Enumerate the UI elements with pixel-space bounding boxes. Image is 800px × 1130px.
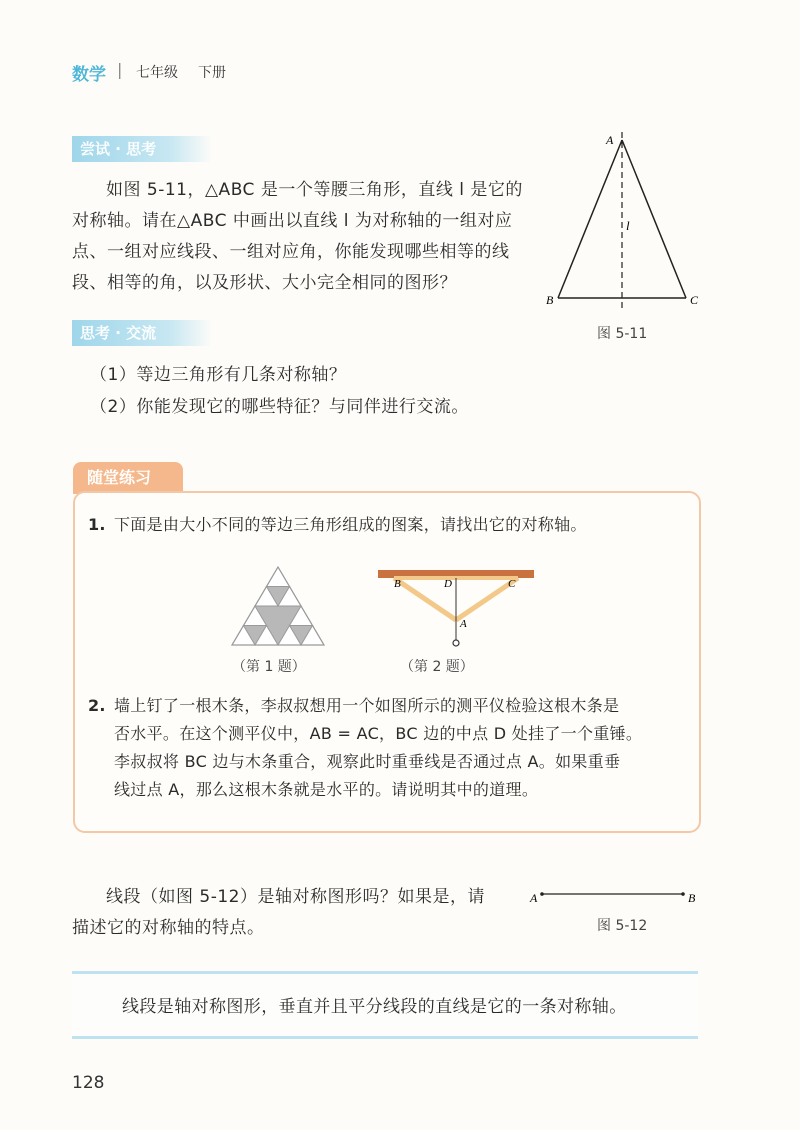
subject-title: 数学 [72, 65, 106, 85]
try-think-tag: 尝试 · 思考 [72, 136, 212, 162]
page-number: 128 [72, 1073, 105, 1093]
triangle-pattern-figure [228, 565, 328, 649]
exercise-2-line-3: 李叔叔将 BC 边与木条重合，观察此时重垂线是否通过点 A。如果重垂 [114, 752, 621, 771]
try-think-text [72, 175, 542, 299]
label-b: B [688, 891, 696, 905]
practice-tag: 随堂练习 [73, 462, 183, 494]
label-a: A [606, 133, 614, 147]
exercise-2-line-1: 墙上钉了一根木条，李叔叔想用一个如图所示的测平仪检验这根木条是 [114, 696, 620, 715]
label-a: A [460, 618, 467, 630]
label-b: B [546, 293, 554, 307]
try-think-line-4: 段、相等的角，以及形状、大小完全相同的图形？ [72, 273, 457, 293]
try-think-line-3: 点、一组对应线段、一组对应角，你能发现哪些相等的线 [72, 242, 510, 262]
header-separator: | [117, 60, 123, 79]
side-ac [622, 140, 686, 298]
figure-1-caption: （第 1 题） [232, 659, 306, 675]
book-label: 下册 [198, 65, 226, 81]
exercise-1-text: 下面是由大小不同的等边三角形组成的图案，请找出它的对称轴。 [114, 515, 587, 534]
figure-2-caption: （第 2 题） [400, 659, 474, 675]
exercise-2-line-4: 线过点 A，那么这根木条就是水平的。请说明其中的道理。 [114, 780, 539, 799]
figure-5-11-caption: 图 5-11 [597, 326, 648, 342]
segment-question-line-1: 线段（如图 5-12）是轴对称图形吗？如果是，请 [106, 887, 485, 907]
segment-figure [528, 886, 698, 910]
exercise-2-line-2: 否水平。在这个测平仪中，AB = AC，BC 边的中点 D 处挂了一个重锤。 [114, 724, 643, 743]
label-l: l [626, 218, 630, 233]
segment-question-line-2: 描述它的对称轴的特点。 [72, 918, 265, 938]
exercise-2-number: 2. [88, 696, 106, 715]
figure-5-12-caption: 图 5-12 [597, 918, 648, 934]
side-ab [558, 140, 622, 298]
question-1: （1）等边三角形有几条对称轴？ [90, 365, 347, 385]
try-think-line-1: 如图 5-11，△ABC 是一个等腰三角形，直线 l 是它的 [106, 180, 523, 200]
plumb-bob [453, 640, 459, 646]
exercise-1-number: 1. [88, 515, 106, 534]
question-2: （2）你能发现它的哪些特征？与同伴进行交流。 [90, 397, 469, 417]
label-c: C [508, 578, 516, 590]
level-tool-figure [376, 564, 536, 654]
label-d: D [444, 578, 452, 590]
exercise-2-text [114, 692, 694, 804]
grade-label: 七年级 [136, 65, 178, 81]
think-exchange-tag: 思考 · 交流 [72, 320, 212, 346]
segment-question [72, 882, 532, 944]
try-think-line-2: 对称轴。请在△ABC 中画出以直线 l 为对称轴的一组对应 [72, 211, 513, 231]
isosceles-triangle-figure [540, 130, 710, 320]
conclusion-text: 线段是轴对称图形，垂直并且平分线段的直线是它的一条对称轴。 [122, 997, 627, 1017]
label-c: C [690, 293, 699, 307]
label-a: A [530, 891, 538, 905]
label-b: B [394, 578, 401, 590]
